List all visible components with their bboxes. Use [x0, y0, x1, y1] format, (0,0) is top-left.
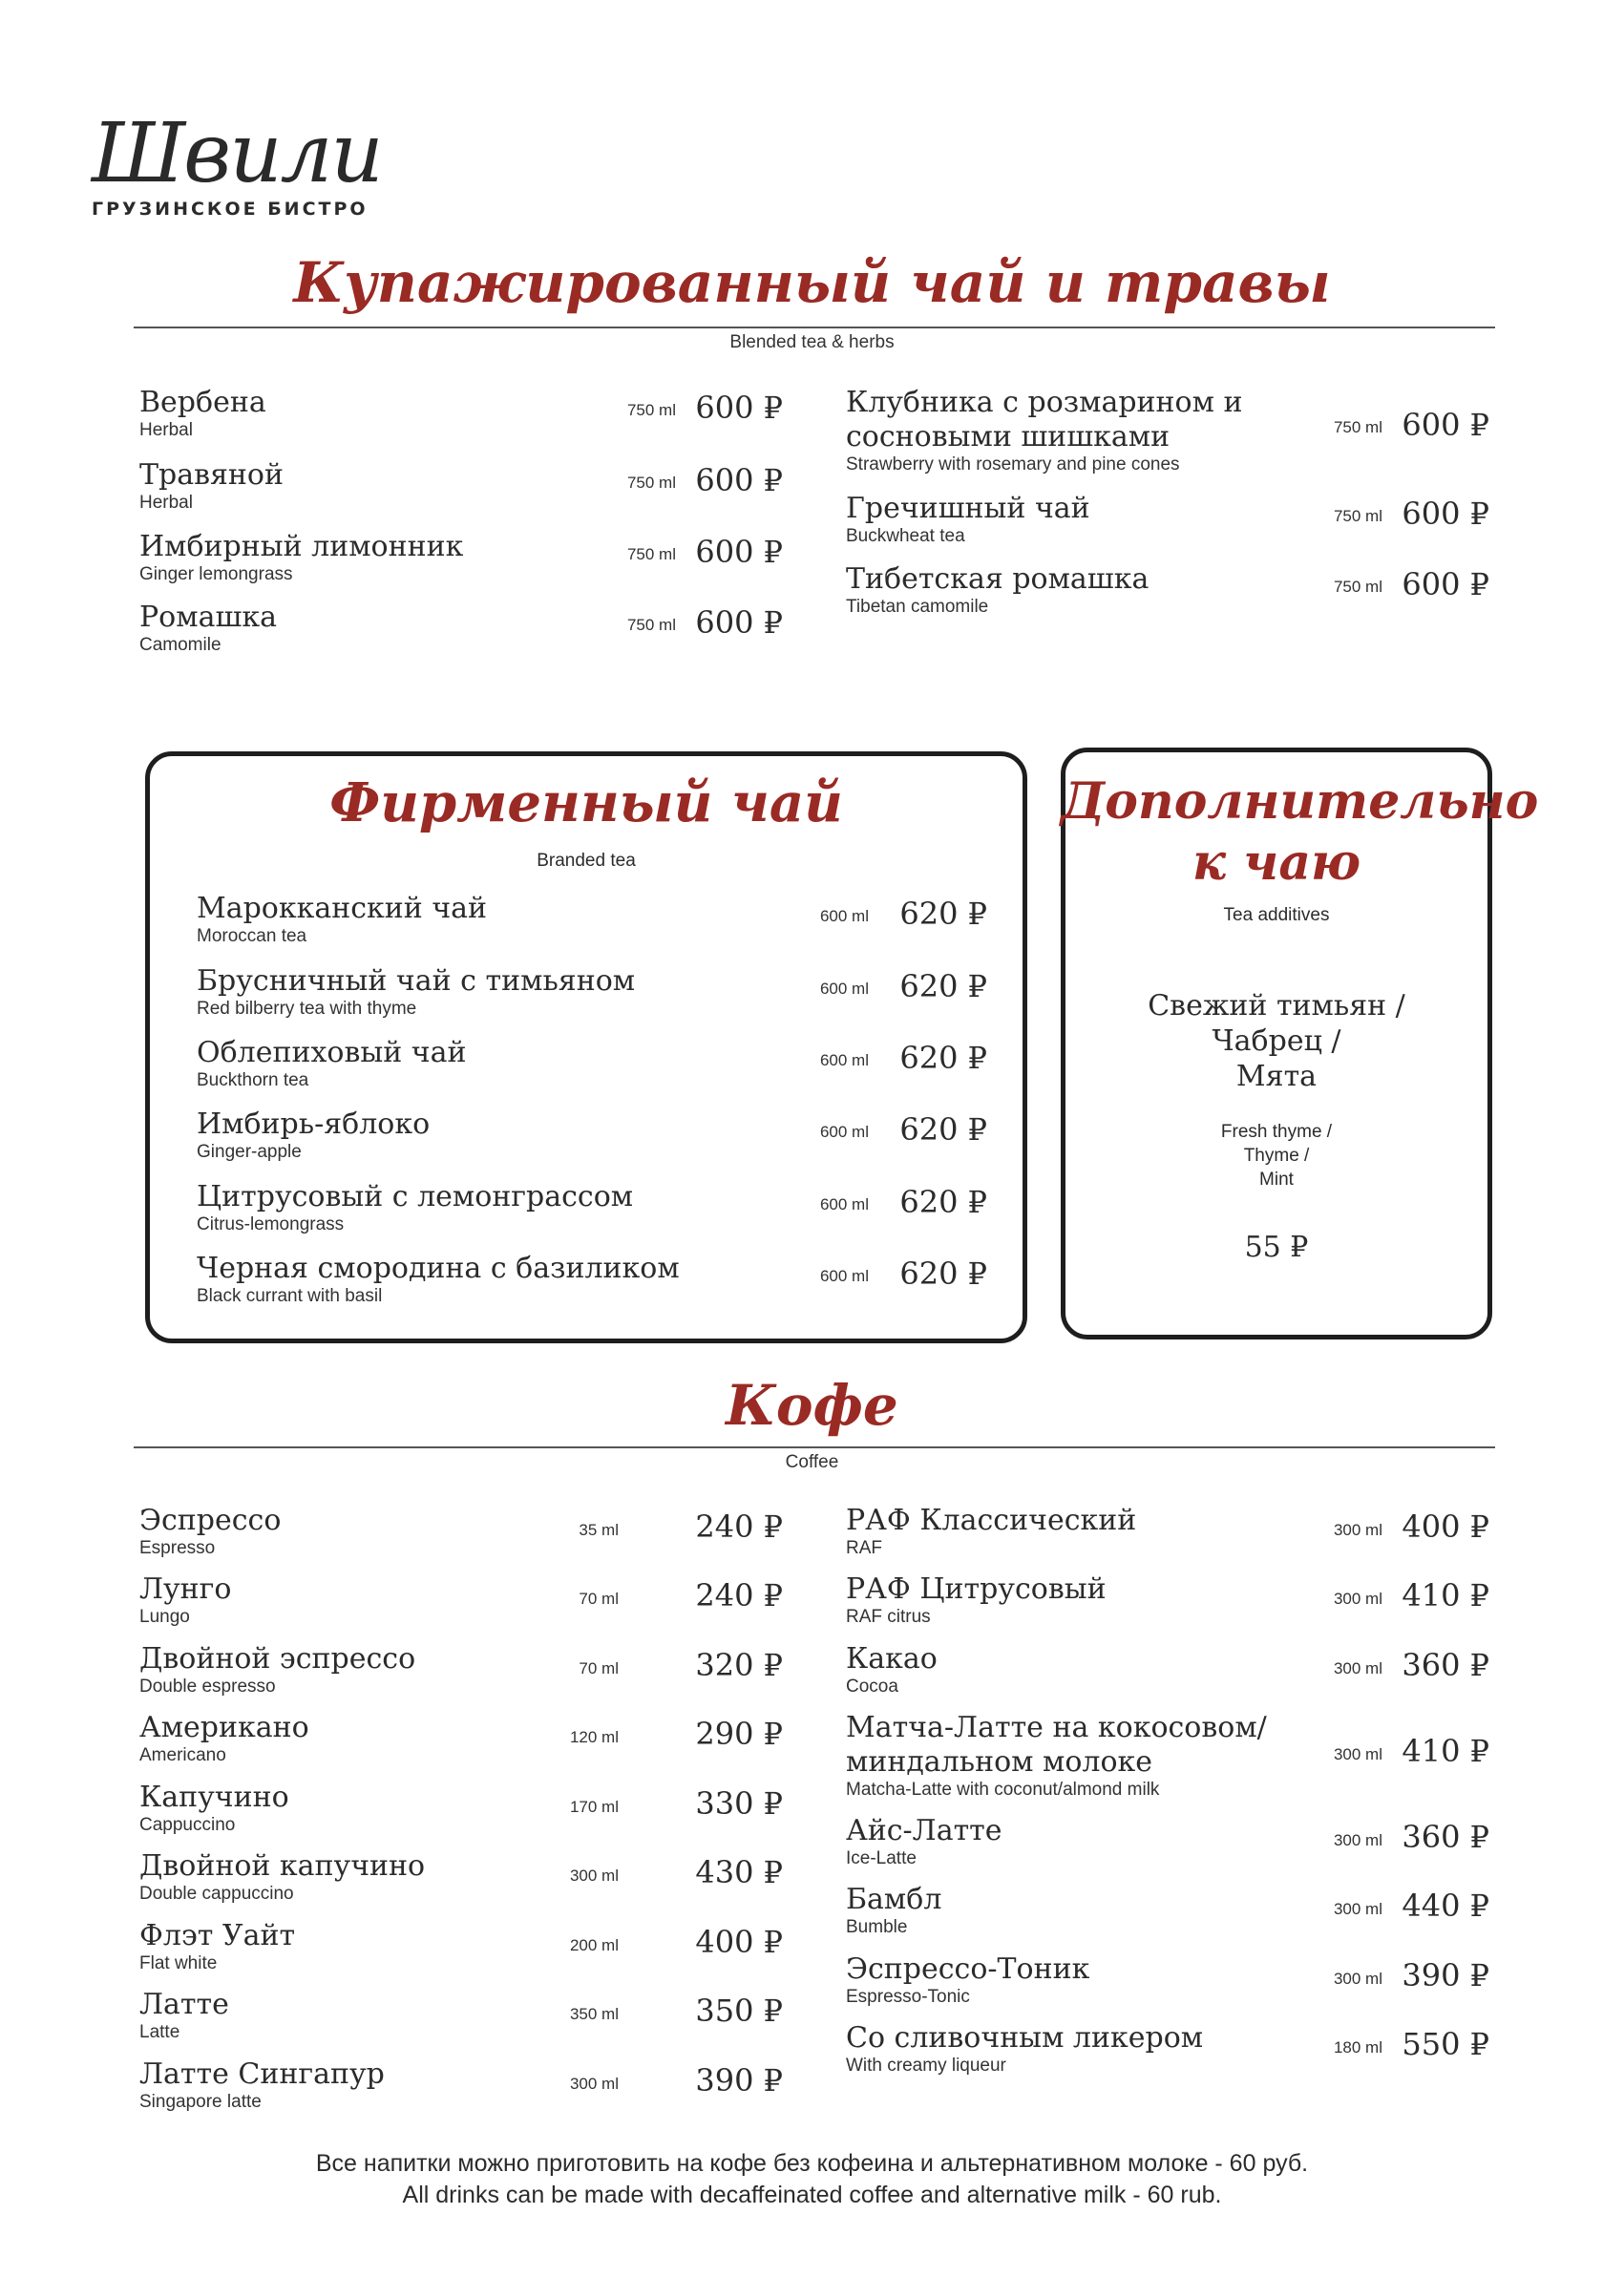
item-name-ru: Гречишный чай [846, 492, 1090, 525]
item-name-ru: Имбирный лимонник [139, 530, 464, 563]
item-volume: 750 ml [626, 474, 676, 492]
menu-item [139, 2057, 385, 2113]
item-price: 360 ₽ [1402, 1647, 1489, 1683]
item-volume: 70 ml [579, 1590, 619, 1608]
item-name-ru: Тибетская ромашка [846, 562, 1149, 596]
menu-item [846, 1883, 941, 1938]
footer-note-ru: Все напитки можно приготовить на кофе без кофеина и альтернативном молоке - 60 руб. [315, 2150, 1309, 2177]
menu-item [139, 1849, 425, 1905]
branded-title: Фирменный чай [329, 771, 843, 834]
additive-en-line2: Thyme / [1243, 1146, 1310, 1166]
footer-note-en: All drinks can be made with decaffeinated coffee and alternative milk - 60 rub. [402, 2182, 1222, 2208]
item-name-ru: Эспрессо [139, 1504, 282, 1537]
item-price: 240 ₽ [695, 1577, 783, 1614]
item-name-en: Ice-Latte [846, 1848, 917, 1868]
additive-ru-line1: Свежий тимьян / [1148, 989, 1405, 1023]
menu-item [139, 1711, 309, 1766]
footer-note [0, 2148, 1624, 2211]
menu-item [139, 1988, 229, 2043]
logo-subtitle: ГРУЗИНСКОЕ БИСТРО [92, 199, 369, 220]
item-name-en: Camomile [139, 635, 221, 655]
item-price: 620 ₽ [899, 1184, 987, 1220]
branded-subtitle: Branded tea [537, 851, 636, 871]
item-price: 620 ₽ [899, 1111, 987, 1148]
item-name-ru: Клубника с розмарином и [846, 386, 1243, 419]
item-price: 620 ₽ [899, 1040, 987, 1076]
additive-ru-line2: Чабрец / [1212, 1024, 1341, 1058]
item-volume: 120 ml [569, 1728, 619, 1746]
item-name-en: Ginger-apple [197, 1142, 302, 1162]
item-name-en: Americano [139, 1745, 226, 1765]
item-price: 620 ₽ [899, 1255, 987, 1292]
item-name-en: Herbal [139, 493, 193, 513]
item-volume: 300 ml [1333, 1659, 1382, 1677]
item-name-ru: Матча-Латте на кокосовом/ [846, 1711, 1267, 1744]
item-price: 350 ₽ [695, 1993, 783, 2029]
menu-item [197, 964, 635, 1020]
item-name-en: Tibetan camomile [846, 597, 989, 617]
menu-item [197, 1252, 680, 1307]
item-name-en: Moroccan tea [197, 926, 307, 946]
item-name-ru: Облепиховый чай [197, 1036, 467, 1069]
item-name-ru: Брусничный чай с тимьяном [197, 964, 636, 998]
item-name-en: Singapore latte [139, 2092, 262, 2112]
item-name-ru: Какао [846, 1642, 938, 1676]
menu-item [846, 1572, 1107, 1628]
additives-subtitle: Tea additives [1223, 905, 1330, 925]
menu-item [846, 386, 1242, 475]
item-name-ru: Ромашка [139, 601, 277, 634]
item-volume: 750 ml [626, 401, 676, 419]
item-name-en: Bumble [846, 1917, 908, 1937]
item-name-ru: Двойной капучино [139, 1849, 426, 1883]
bistro-logo [92, 106, 416, 220]
item-name-ru: Эспрессо-Тоник [846, 1952, 1090, 1986]
item-price: 600 ₽ [1402, 566, 1489, 602]
blended-divider [134, 327, 1495, 328]
additive-ru-line3: Мята [1235, 1060, 1318, 1093]
item-name-ru: Травяной [139, 458, 284, 492]
item-price: 440 ₽ [1402, 1888, 1489, 1924]
additive-en-line1: Fresh thyme / [1220, 1122, 1333, 1142]
item-price: 330 ₽ [695, 1785, 783, 1822]
item-price: 600 ₽ [695, 534, 783, 570]
item-price: 410 ₽ [1402, 1733, 1489, 1769]
item-name-ru-line2: миндальном молоке [846, 1745, 1153, 1779]
logo-script: Швили [92, 106, 382, 201]
item-name-en: RAF citrus [846, 1607, 931, 1627]
item-price: 600 ₽ [695, 390, 783, 426]
item-name-en: Matcha-Latte with coconut/almond milk [846, 1780, 1160, 1800]
item-price: 290 ₽ [695, 1716, 783, 1752]
item-name-en: Black currant with basil [197, 1286, 383, 1306]
menu-item [197, 1180, 633, 1235]
item-name-ru: Бамбл [846, 1883, 942, 1916]
item-price: 600 ₽ [695, 604, 783, 641]
item-volume: 600 ml [819, 980, 869, 998]
item-name-en: Lungo [139, 1607, 190, 1627]
item-price: 360 ₽ [1402, 1819, 1489, 1855]
item-name-en: Strawberry with rosemary and pine cones [846, 454, 1180, 475]
item-volume: 750 ml [626, 616, 676, 634]
additives-name-en [1061, 1120, 1492, 1192]
item-name-en: Citrus-lemongrass [197, 1214, 345, 1234]
menu-item [139, 386, 266, 441]
item-name-ru: Черная смородина с базиликом [197, 1252, 680, 1285]
item-volume: 300 ml [1333, 1590, 1382, 1608]
additives-name-ru [1061, 988, 1492, 1094]
item-name-ru: РАФ Классический [846, 1504, 1137, 1537]
item-name-ru: Капучино [139, 1781, 289, 1814]
item-volume: 600 ml [819, 1195, 869, 1213]
item-name-en: Ginger lemongrass [139, 564, 293, 584]
item-price: 600 ₽ [1402, 496, 1489, 532]
item-name-en: With creamy liqueur [846, 2056, 1006, 2076]
item-volume: 300 ml [569, 1867, 619, 1885]
menu-item [139, 1919, 295, 1974]
item-volume: 600 ml [819, 907, 869, 925]
item-volume: 600 ml [819, 1267, 869, 1285]
item-volume: 750 ml [1333, 507, 1382, 525]
item-name-ru: Американо [139, 1711, 309, 1744]
menu-item [139, 1504, 281, 1559]
item-price: 620 ₽ [899, 896, 987, 932]
item-name-ru: Имбирь-яблоко [197, 1107, 431, 1141]
additives-price: 55 ₽ [1244, 1231, 1309, 1264]
menu-item [197, 892, 487, 947]
additives-title-line2: к чаю [1192, 833, 1361, 892]
item-name-en: Buckthorn tea [197, 1070, 309, 1090]
item-name-ru: Латте [139, 1988, 229, 2021]
coffee-subtitle: Coffee [785, 1452, 839, 1472]
blended-title: Купажированный чай и травы [293, 250, 1331, 315]
item-name-ru: Двойной эспрессо [139, 1642, 416, 1676]
item-name-en: Herbal [139, 420, 193, 440]
item-price: 320 ₽ [695, 1647, 783, 1683]
item-volume: 300 ml [1333, 1831, 1382, 1849]
item-volume: 35 ml [579, 1521, 619, 1539]
menu-item [846, 2021, 1203, 2077]
item-name-en: Buckwheat tea [846, 526, 965, 546]
item-volume: 200 ml [569, 1936, 619, 1954]
item-price: 600 ₽ [695, 462, 783, 498]
item-name-ru-line2: сосновыми шишками [846, 420, 1171, 453]
item-volume: 300 ml [1333, 1970, 1382, 1988]
item-price: 390 ₽ [695, 2062, 783, 2099]
item-volume: 170 ml [569, 1798, 619, 1816]
menu-item [846, 1504, 1136, 1559]
item-name-en: Espresso-Tonic [846, 1987, 970, 2007]
coffee-title: Кофе [726, 1373, 898, 1438]
item-name-en: Flat white [139, 1953, 218, 1973]
menu-item [197, 1107, 430, 1163]
menu-item [139, 530, 463, 585]
item-name-ru: Со сливочным ликером [846, 2021, 1204, 2055]
item-name-en: Double cappuccino [139, 1884, 294, 1904]
item-name-ru: Марокканский чай [197, 892, 488, 925]
item-price: 390 ₽ [1402, 1957, 1489, 1993]
item-volume: 300 ml [1333, 1900, 1382, 1918]
item-name-ru: РАФ Цитрусовый [846, 1572, 1107, 1606]
item-name-en: RAF [846, 1538, 882, 1558]
item-volume: 300 ml [1333, 1521, 1382, 1539]
item-name-en: Cocoa [846, 1677, 898, 1697]
item-name-ru: Вербена [139, 386, 266, 419]
menu-item [846, 1952, 1089, 2008]
menu-item [139, 1642, 415, 1698]
item-volume: 70 ml [579, 1659, 619, 1677]
item-name-en: Espresso [139, 1538, 216, 1558]
menu-item [846, 562, 1149, 618]
item-volume: 600 ml [819, 1123, 869, 1141]
item-volume: 350 ml [569, 2005, 619, 2023]
item-price: 240 ₽ [695, 1508, 783, 1545]
item-price: 550 ₽ [1402, 2026, 1489, 2062]
item-volume: 750 ml [626, 545, 676, 563]
menu-item [846, 1642, 938, 1698]
coffee-divider [134, 1446, 1495, 1448]
item-name-ru: Флэт Уайт [139, 1919, 296, 1952]
item-volume: 600 ml [819, 1051, 869, 1069]
item-price: 620 ₽ [899, 968, 987, 1004]
item-price: 600 ₽ [1402, 407, 1489, 443]
item-name-en: Cappuccino [139, 1815, 236, 1835]
item-price: 410 ₽ [1402, 1577, 1489, 1614]
additives-title-line1: Дополнительно [1061, 772, 1539, 831]
item-volume: 300 ml [569, 2075, 619, 2093]
item-name-en: Latte [139, 2022, 180, 2042]
item-volume: 300 ml [1333, 1745, 1382, 1763]
item-volume: 750 ml [1333, 578, 1382, 596]
menu-item [139, 458, 284, 514]
item-name-en: Double espresso [139, 1677, 276, 1697]
item-volume: 750 ml [1333, 418, 1382, 436]
additives-title [1061, 771, 1539, 894]
item-name-ru: Лунго [139, 1572, 232, 1606]
item-volume: 180 ml [1333, 2038, 1382, 2057]
menu-item [197, 1036, 466, 1091]
blended-subtitle: Blended tea & herbs [729, 332, 895, 352]
item-price: 430 ₽ [695, 1854, 783, 1890]
menu-item [846, 492, 1090, 547]
item-price: 400 ₽ [695, 1924, 783, 1960]
menu-item [846, 1711, 1267, 1801]
menu-item [139, 1572, 231, 1628]
menu-item [139, 1781, 289, 1836]
item-name-en: Red bilberry tea with thyme [197, 999, 417, 1019]
item-price: 400 ₽ [1402, 1508, 1489, 1545]
menu-item [846, 1814, 1002, 1869]
item-name-ru: Айс-Латте [846, 1814, 1002, 1847]
menu-item [139, 601, 277, 656]
item-name-ru: Латте Сингапур [139, 2057, 385, 2091]
additive-en-line3: Mint [1259, 1170, 1294, 1190]
item-name-ru: Цитрусовый с лемонграссом [197, 1180, 634, 1213]
